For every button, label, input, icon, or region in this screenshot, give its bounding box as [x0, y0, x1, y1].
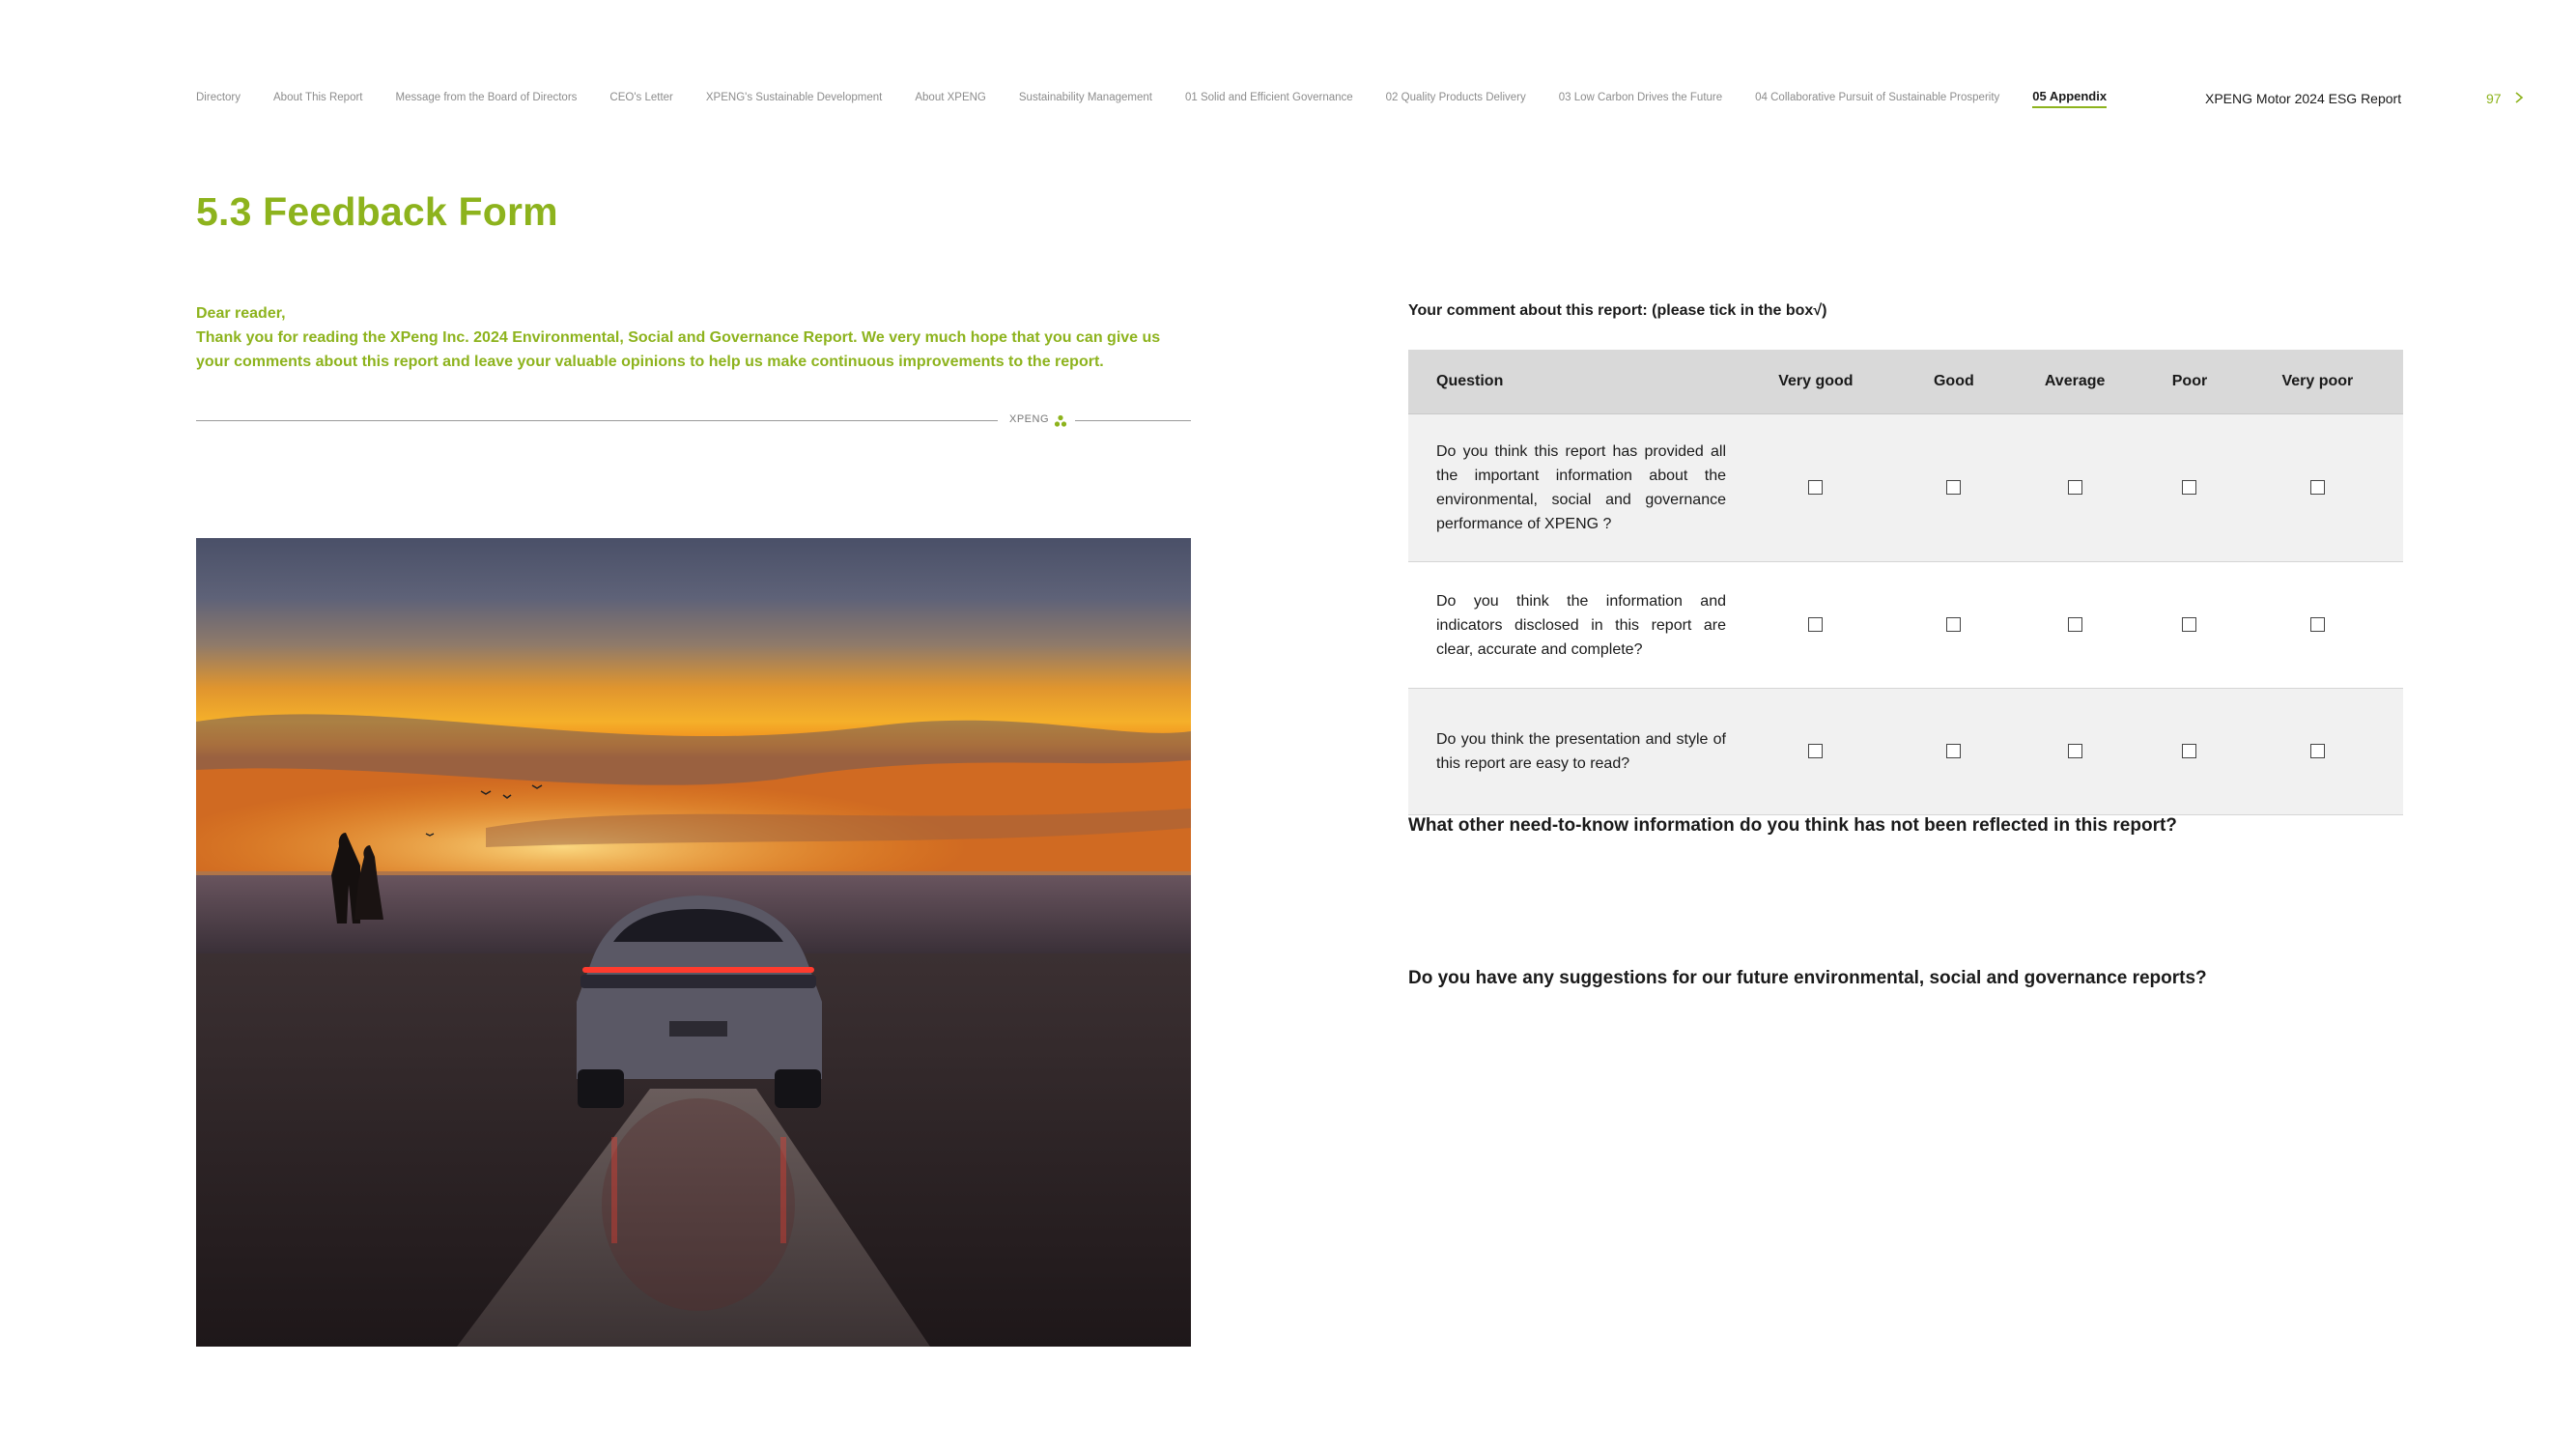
- column-header-question: Question: [1408, 350, 1726, 414]
- report-name: XPENG Motor 2024 ESG Report: [2205, 91, 2402, 106]
- open-question-missing-info: What other need-to-know information do you think has not been reflected in this report?: [1408, 815, 2177, 836]
- question-text: Do you think the presentation and style of this report are easy to read?: [1408, 689, 1726, 815]
- form-prompt: Your comment about this report: (please tick in the box√): [1408, 302, 1827, 319]
- table-header-row: [1408, 350, 2403, 414]
- divider: [196, 413, 1191, 429]
- question-text: Do you think the information and indicators disclosed in this report are clear, accurate and complete?: [1408, 562, 1726, 689]
- car-on-beach-at-sunset-photo: [196, 538, 1191, 1347]
- xpeng-logo-icon: [1054, 414, 1067, 428]
- checkbox-icon[interactable]: [2182, 480, 2196, 495]
- nav-item-sustainable-development[interactable]: XPENG's Sustainable Development: [705, 92, 883, 103]
- nav-item-about-report[interactable]: About This Report: [273, 92, 363, 103]
- column-header-very-good: Very good: [1726, 350, 1906, 414]
- intro-text: [196, 301, 1191, 374]
- question-text: Do you think this report has provided all the important information about the environmental, social and governance performance of XPENG ?: [1408, 414, 1726, 562]
- intro-body: Thank you for reading the XPeng Inc. 2024 Environmental, Social and Governance Report. We very much hope that you can give us your comments about this report and leave your valuable opinions to help us make continuous improvements to the report.: [196, 329, 1161, 370]
- nav-item-governance[interactable]: 01 Solid and Efficient Governance: [1184, 92, 1353, 103]
- nav-item-quality-products[interactable]: 02 Quality Products Delivery: [1385, 92, 1526, 103]
- column-header-average: Average: [2002, 350, 2147, 414]
- checkbox-icon[interactable]: [2310, 617, 2325, 632]
- nav-item-board-message[interactable]: Message from the Board of Directors: [395, 92, 578, 103]
- divider-line-right: [1075, 420, 1191, 421]
- nav-item-directory[interactable]: Directory: [196, 92, 241, 103]
- checkbox-icon[interactable]: [2068, 480, 2082, 495]
- page-number: 97: [2486, 91, 2502, 106]
- divider-logo-text: XPENG: [1009, 413, 1050, 425]
- table-row: [1408, 689, 2403, 815]
- page-title: 5.3 Feedback Form: [196, 189, 558, 234]
- nav-item-ceo-letter[interactable]: CEO's Letter: [609, 92, 673, 103]
- checkbox-icon[interactable]: [2310, 480, 2325, 495]
- nav-item-appendix[interactable]: 05 Appendix: [2032, 89, 2107, 108]
- nav-item-sustainable-prosperity[interactable]: 04 Collaborative Pursuit of Sustainable Prosperity: [1755, 92, 2000, 103]
- nav-item-about-xpeng[interactable]: About XPENG: [915, 92, 986, 103]
- column-header-poor: Poor: [2147, 350, 2232, 414]
- chevron-right-icon[interactable]: [2511, 87, 2527, 108]
- checkbox-icon[interactable]: [2068, 617, 2082, 632]
- checkbox-icon[interactable]: [2182, 744, 2196, 758]
- checkbox-icon[interactable]: [1946, 744, 1961, 758]
- greeting: Dear reader,: [196, 305, 286, 322]
- divider-line-left: [196, 420, 998, 421]
- checkbox-icon[interactable]: [1808, 480, 1823, 495]
- nav-item-low-carbon[interactable]: 03 Low Carbon Drives the Future: [1558, 92, 1723, 103]
- top-navigation: [196, 89, 2107, 108]
- checkbox-icon[interactable]: [1808, 744, 1823, 758]
- checkbox-icon[interactable]: [2182, 617, 2196, 632]
- checkbox-icon[interactable]: [2068, 744, 2082, 758]
- column-header-very-poor: Very poor: [2232, 350, 2403, 414]
- checkbox-icon[interactable]: [1946, 480, 1961, 495]
- nav-item-sustainability-management[interactable]: Sustainability Management: [1018, 92, 1152, 103]
- checkbox-icon[interactable]: [1946, 617, 1961, 632]
- checkbox-icon[interactable]: [1808, 617, 1823, 632]
- open-question-suggestions: Do you have any suggestions for our future environmental, social and governance reports?: [1408, 968, 2207, 988]
- feedback-table: [1408, 350, 2403, 815]
- checkbox-icon[interactable]: [2310, 744, 2325, 758]
- table-row: [1408, 562, 2403, 689]
- table-row: [1408, 414, 2403, 562]
- column-header-good: Good: [1906, 350, 2002, 414]
